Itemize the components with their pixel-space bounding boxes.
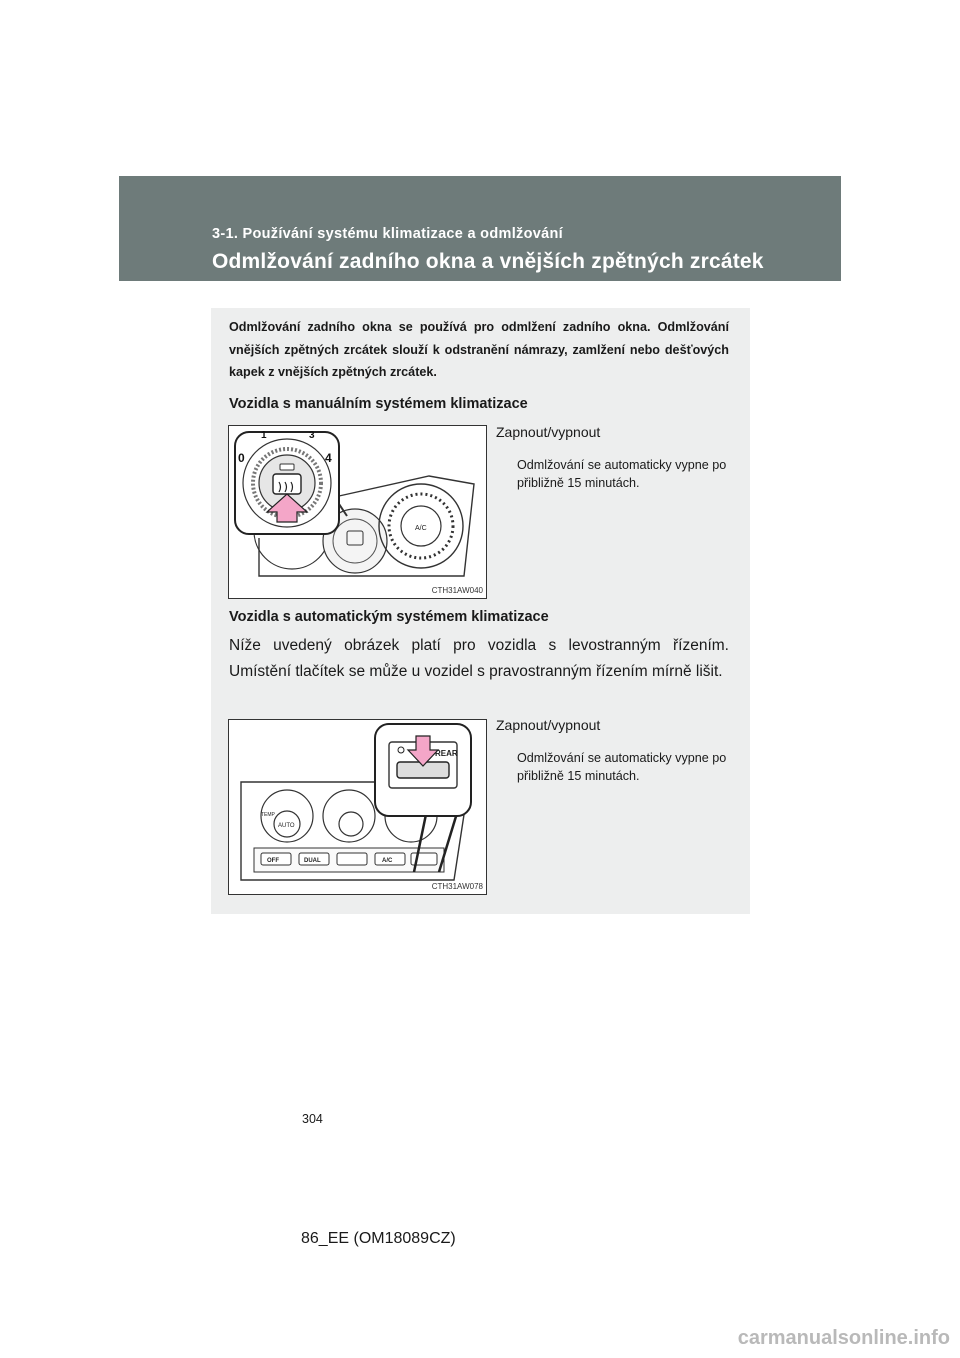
auto-label: AUTO [278, 823, 295, 829]
button-label-off: OFF [267, 858, 279, 864]
automatic-note: Zapnout/vypnout [496, 717, 601, 733]
button-label-ac: A/C [382, 858, 393, 864]
section-label: 3-1. Používání systému klimatizace a odmlžování [212, 226, 563, 242]
automatic-description: Odmlžování se automaticky vypne po přibližně 15 minutách. [517, 751, 727, 783]
manual-panel-illustration [229, 426, 486, 598]
document-code: 86_EE (OM18089CZ) [301, 1230, 456, 1247]
automatic-heading: Vozidla s automatickým systémem klimatizace [229, 609, 549, 625]
temp-label: TEMP [261, 812, 275, 818]
rear-label: REAR [435, 749, 458, 758]
automatic-panel-illustration [229, 720, 486, 894]
manual-heading: Vozidla s manuálním systémem klimatizace [229, 396, 528, 412]
ac-label: A/C [415, 525, 427, 532]
page-number: 304 [302, 1112, 323, 1126]
automatic-body: Níže uvedený obrázek platí pro vozidla s levostranným řízením. Umístění tlačítek se může u vozidel s pravostranným řízením mírně lišit. [229, 637, 729, 680]
button-label-dual: DUAL [304, 858, 321, 864]
manual-climate-figure [228, 425, 487, 599]
manual-note: Zapnout/vypnout [496, 424, 601, 440]
intro-text: Odmlžování zadního okna se používá pro odmlžení zadního okna. Odmlžování vnějších zpětných zrcátek slouží k odstranění námrazy, zamlžení nebo dešťových kapek z vnějších zpětných zrcátek. [229, 320, 729, 379]
page-title: Odmlžování zadního okna a vnějších zpětných zrcátek [212, 250, 764, 273]
dial-label-3: 3 [309, 430, 315, 441]
watermark: carmanualsonline.info [737, 1327, 950, 1349]
dial-label-0: 0 [238, 451, 245, 465]
dial-label-4: 4 [325, 451, 332, 465]
automatic-climate-figure [228, 719, 487, 895]
dial-label-1: 1 [261, 430, 267, 441]
automatic-figure-code: CTH31AW078 [431, 882, 483, 891]
manual-description: Odmlžování se automaticky vypne po přibližně 15 minutách. [517, 458, 727, 490]
manual-figure-code: CTH31AW040 [431, 586, 483, 595]
